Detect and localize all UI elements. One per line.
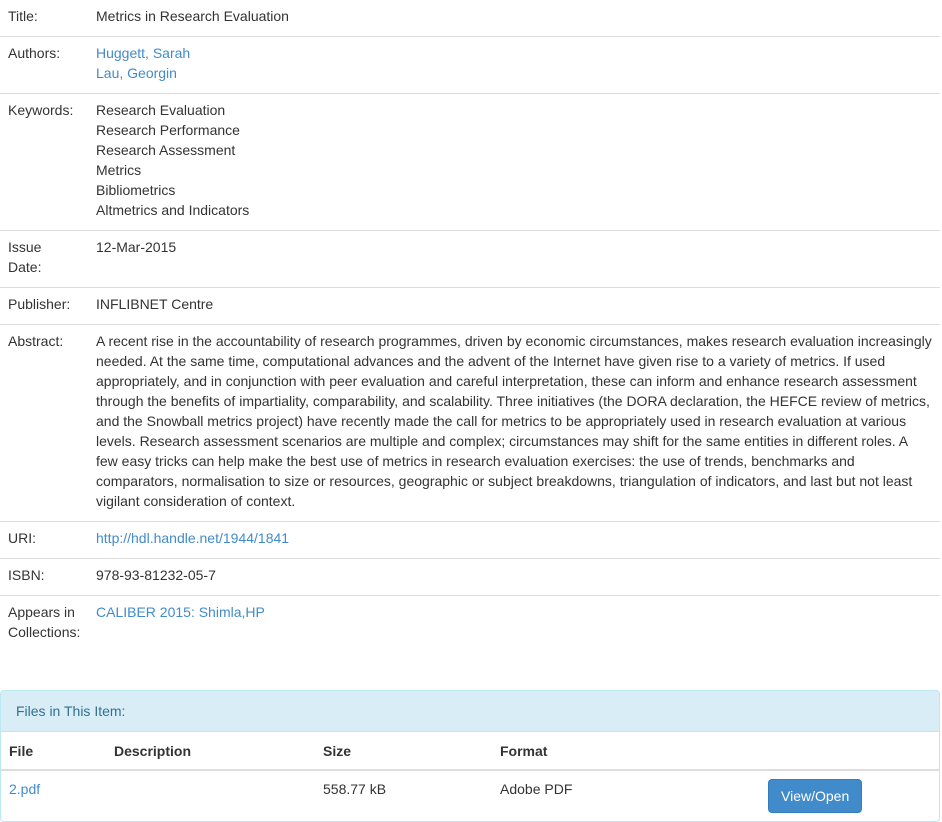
uri-link[interactable]: http://hdl.handle.net/1944/1841 [96,530,290,546]
keywords-list [88,94,940,231]
abstract-text: A recent rise in the accountability of research programmes, driven by economic circumstances, makes research evaluation increasingly needed. At the same time, computational advances and the advent of the Internet have given rise to a variety of metrics. If used appropriately, and in conjunction with peer evaluation and careful interpretation, these can inform and enhance research assessment through the benefits of impartiality, comparability, and scalability. Three initiatives (the DORA declaration, the HEFCE review of metrics, and the Snowball metrics project) have recently made the call for metrics to be appropriately used in research evaluation at various levels. Research assessment scenarios are multiple and complex; circumstances may shift for the same entities in different roles. A few easy tricks can help make the best use of metrics in research evaluation exercises: the use of trends, benchmarks and comparators, normalisation to size or resources, geographic or subject breakdowns, triangulation of indicators, and last but not least vigilant consideration of context. [88,325,940,522]
title-label: Title: [8,8,38,24]
files-panel [0,690,940,822]
collection-link[interactable]: CALIBER 2015: Shimla,HP [96,604,265,620]
view-open-button[interactable]: View/Open [768,779,862,813]
uri-cell [88,522,940,559]
keywords-row [0,94,940,231]
size-cell: 558.77 kB [323,781,387,797]
isbn-value: 978-93-81232-05-7 [88,559,940,596]
uri-label: URI: [0,522,88,559]
authors-list [88,37,940,94]
column-header-format: Format [492,732,760,770]
issue-date-label-line: Date: [8,259,42,275]
files-header-row [1,732,939,770]
column-header-file: File [1,732,106,770]
publisher-label: Publisher: [0,288,88,325]
keywords-label: Keywords: [0,94,88,231]
issue-date-row [0,231,940,288]
issue-date-value: 12-Mar-2015 [88,231,940,288]
keyword-item: Research Assessment [96,142,236,158]
column-header-size: Size [315,732,492,770]
keyword-item: Metrics [96,162,142,178]
isbn-label: ISBN: [0,559,88,596]
title-value: Metrics in Research Evaluation [96,8,289,24]
format-cell: Adobe PDF [500,781,573,797]
authors-label: Authors: [0,37,88,94]
description-cell [106,770,315,821]
collections-label-line: Appears in [8,604,75,620]
column-header-description: Description [106,732,315,770]
abstract-label: Abstract: [0,325,88,522]
files-table [1,732,939,821]
action-cell [760,770,939,821]
collections-cell [88,596,940,653]
title-row [0,0,940,37]
collections-row [0,596,940,653]
authors-row [0,37,940,94]
uri-row [0,522,940,559]
keyword-item: Research Evaluation [96,102,226,118]
author-link[interactable]: Lau, Georgin [96,65,177,81]
column-header-action [760,732,939,770]
collections-label [0,596,88,653]
collections-label-line: Collections: [8,624,81,640]
keyword-item: Bibliometrics [96,182,176,198]
files-panel-heading: Files in This Item: [1,691,939,732]
table-row [1,770,939,821]
file-cell [1,770,106,821]
isbn-row [0,559,940,596]
keyword-item: Research Performance [96,122,240,138]
abstract-row [0,325,940,522]
issue-date-label [0,231,88,288]
publisher-row [0,288,940,325]
publisher-value: INFLIBNET Centre [88,288,940,325]
author-link[interactable]: Huggett, Sarah [96,45,191,61]
issue-date-label-line: Issue [8,239,42,255]
keyword-item: Altmetrics and Indicators [96,202,250,218]
file-link[interactable]: 2.pdf [9,781,41,797]
